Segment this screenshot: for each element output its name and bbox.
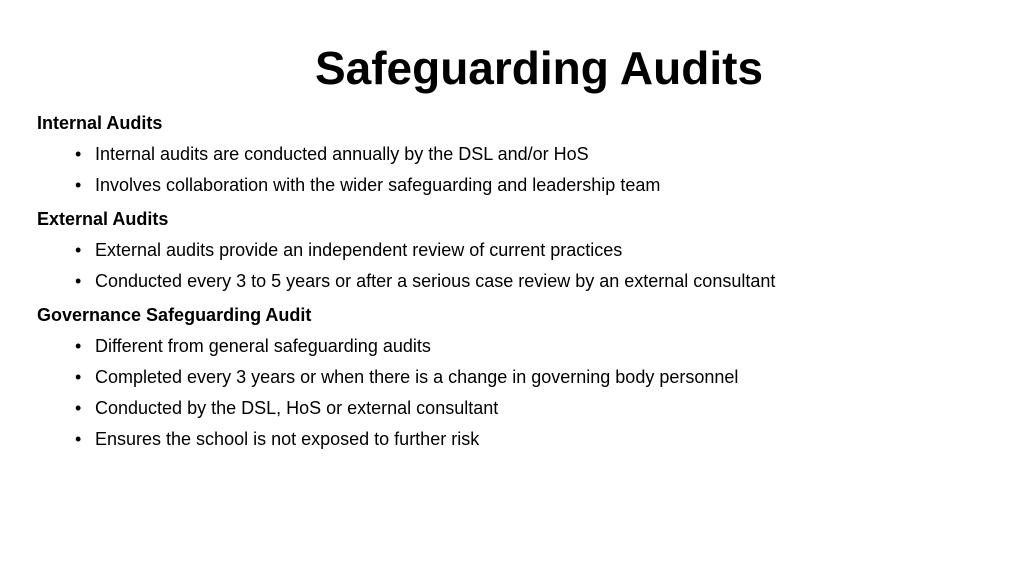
section-governance-safeguarding-audit [37,303,997,451]
bullet-item [37,365,997,389]
section-heading: Governance Safeguarding Audit [37,305,312,325]
section-heading: Internal Audits [37,113,163,133]
bullet-icon: • [75,175,82,195]
bullet-icon: • [75,398,82,418]
section-external-audits [37,207,997,293]
bullet-item [37,238,997,262]
bullet-item [37,142,997,166]
bullet-icon: • [75,429,82,449]
bullet-item [37,396,997,420]
bullet-list [37,238,997,293]
bullet-item [37,173,997,197]
bullet-icon: • [75,367,82,387]
bullet-item [37,334,997,358]
bullet-text: Different from general safeguarding audits [95,336,431,356]
bullet-text: Ensures the school is not exposed to further risk [95,429,480,449]
bullet-icon: • [75,336,82,356]
bullet-item [37,269,997,293]
bullet-list [37,142,997,197]
bullet-list [37,334,997,451]
bullet-text: Conducted every 3 to 5 years or after a serious case review by an external consultant [95,271,776,291]
bullet-icon: • [75,271,82,291]
bullet-text: Involves collaboration with the wider safeguarding and leadership team [95,175,661,195]
bullet-item [37,427,997,451]
bullet-text: Completed every 3 years or when there is a change in governing body personnel [95,367,739,387]
section-internal-audits [37,111,997,197]
bullet-text: Internal audits are conducted annually by the DSL and/or HoS [95,144,589,164]
bullet-text: Conducted by the DSL, HoS or external consultant [95,398,499,418]
bullet-icon: • [75,240,82,260]
slide-content [37,111,997,451]
slide-title: Safeguarding Audits [314,42,764,94]
bullet-text: External audits provide an independent review of current practices [95,240,623,260]
bullet-icon: • [75,144,82,164]
section-heading: External Audits [37,209,169,229]
